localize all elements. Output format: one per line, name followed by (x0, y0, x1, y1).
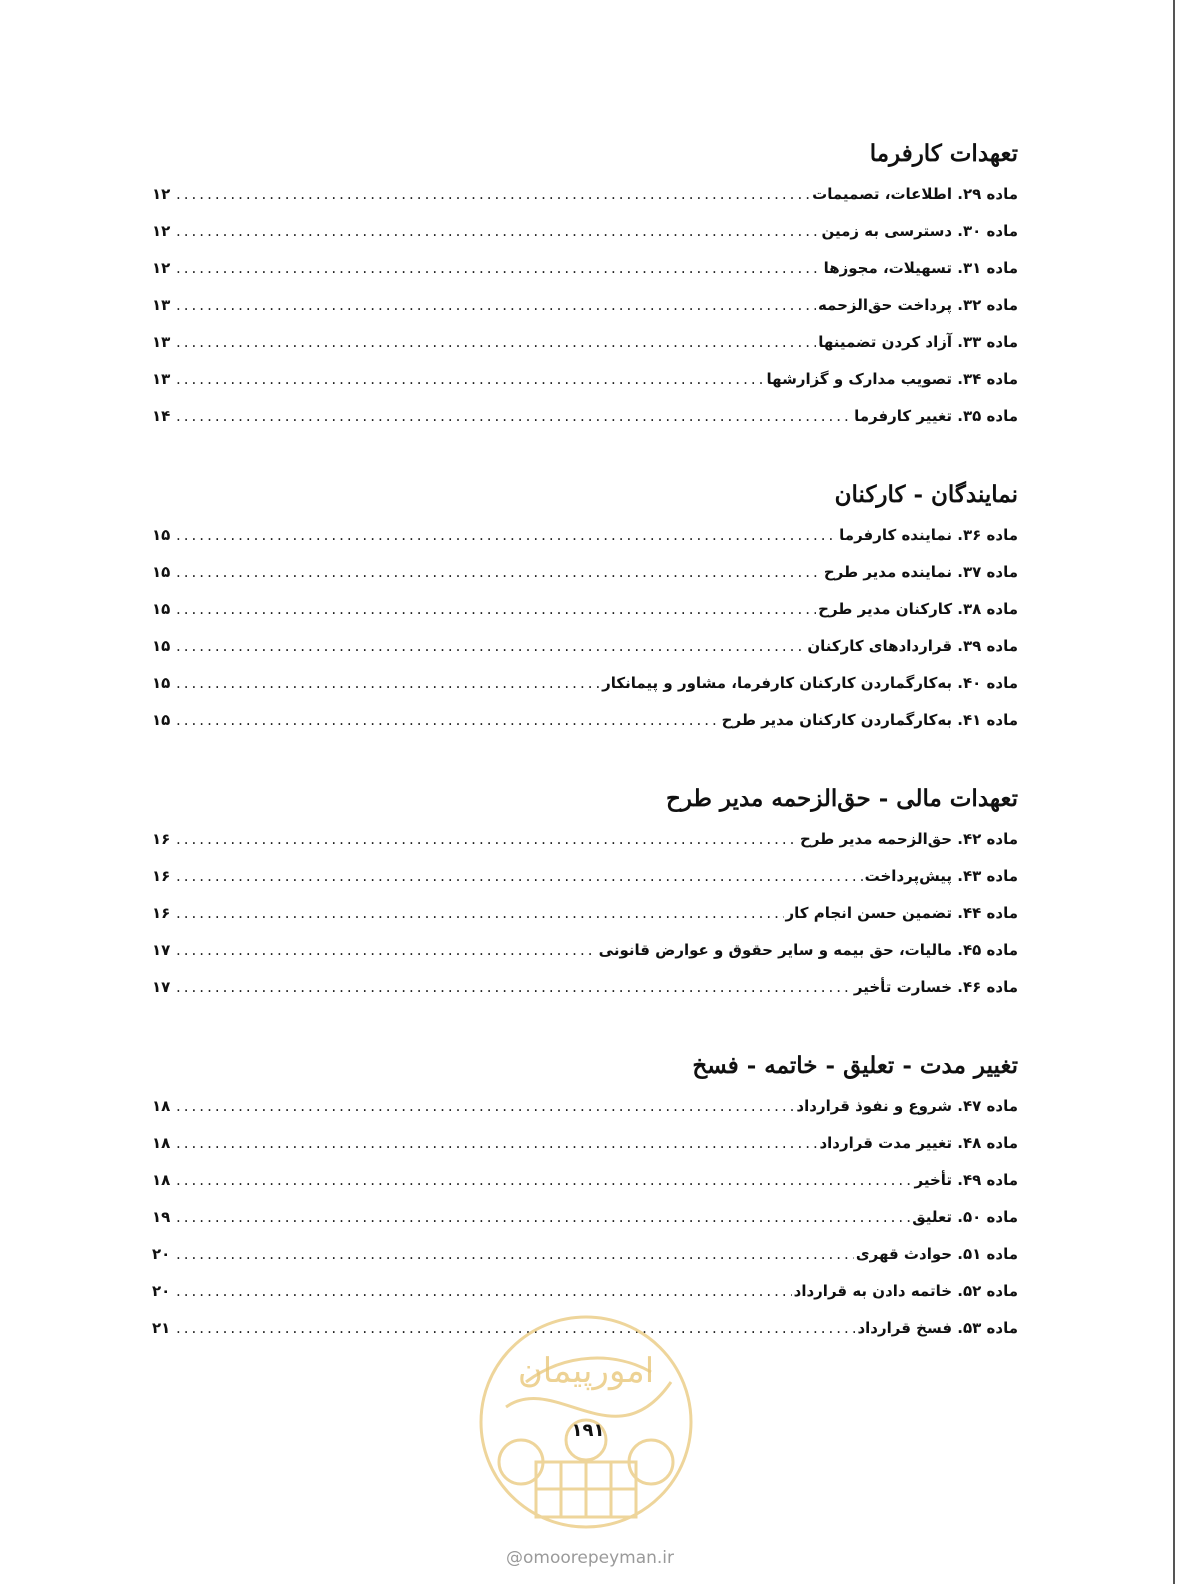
dot-leader (176, 1125, 817, 1162)
toc-entry[interactable] (152, 287, 1018, 324)
toc-entry-title: ماده ۴۱. به‌کارگماردن کارکنان مدیر طرح (721, 711, 1018, 729)
toc-entry-page: ۱۵ (152, 674, 171, 692)
toc-entry-title: ماده ۳۸. کارکنان مدیر طرح (818, 600, 1018, 618)
toc-entry-page: ۱۵ (152, 600, 171, 618)
dot-leader (176, 969, 852, 1006)
toc-entry-page: ۱۷ (152, 941, 171, 959)
toc-entry[interactable] (152, 1125, 1018, 1162)
toc-entry-page: ۱۲ (152, 222, 171, 240)
watermark-url: @omoorepeyman.ir (505, 1548, 675, 1568)
section-title: نمایندگان - کارکنان (834, 481, 1018, 508)
dot-leader (176, 1273, 792, 1310)
toc-entry[interactable] (152, 591, 1018, 628)
section-title: تغییر مدت - تعلیق - خاتمه - فسخ (692, 1052, 1018, 1079)
toc-entry[interactable] (152, 324, 1018, 361)
toc-section-duration-termination (152, 1044, 1018, 1347)
toc-entry[interactable] (152, 665, 1018, 702)
toc-entry-page: ۱۳ (152, 370, 171, 388)
dot-leader (176, 932, 597, 969)
dot-leader (176, 213, 820, 250)
watermark-logo-text: امورپیمان (517, 1351, 655, 1391)
toc-entry-page: ۲۰ (152, 1282, 171, 1300)
toc-entry-title: ماده ۳۰. دسترسی به زمین (821, 222, 1018, 240)
toc-entry[interactable] (152, 702, 1018, 739)
toc-entry-page: ۱۵ (152, 563, 171, 581)
toc-entry-title: ماده ۴۵. مالیات، حق بیمه و سایر حقوق و عوارض قانونی (598, 941, 1018, 959)
toc-entry-page: ۱۳ (152, 296, 171, 314)
toc-entry[interactable] (152, 176, 1018, 213)
toc-entry-title: ماده ۴۷. شروع و نفوذ قرارداد (796, 1097, 1018, 1115)
toc-section-employer-obligations (152, 132, 1018, 435)
dot-leader (176, 1236, 854, 1273)
toc-entry-title: ماده ۴۹. تأخیر (914, 1171, 1018, 1189)
toc-entry-title: ماده ۳۵. تغییر کارفرما (854, 407, 1018, 425)
dot-leader (176, 361, 765, 398)
dot-leader (176, 554, 822, 591)
toc-entry-page: ۱۸ (152, 1134, 171, 1152)
toc-entry[interactable] (152, 858, 1018, 895)
toc-entry-page: ۱۹ (152, 1208, 171, 1226)
toc-entry[interactable] (152, 821, 1018, 858)
toc-entry-page: ۱۵ (152, 711, 171, 729)
toc-entry[interactable] (152, 1088, 1018, 1125)
toc-entry-title: ماده ۴۰. به‌کارگماردن کارکنان کارفرما، مشاور و پیمانکار (602, 674, 1018, 692)
dot-leader (176, 1088, 794, 1125)
toc-entry-title: ماده ۴۸. تغییر مدت قرارداد (819, 1134, 1018, 1152)
dot-leader (176, 665, 600, 702)
toc-entry-title: ماده ۳۱. تسهیلات، مجوزها (823, 259, 1018, 277)
section-title: تعهدات مالی - حق‌الزحمه مدیر طرح (666, 785, 1018, 812)
toc-entry-page: ۱۵ (152, 526, 171, 544)
toc-entry[interactable] (152, 554, 1018, 591)
toc-entry[interactable] (152, 250, 1018, 287)
toc-entry-page: ۱۶ (152, 904, 171, 922)
toc-entry-title: ماده ۴۶. خسارت تأخیر (853, 978, 1018, 996)
toc-entry-title: ماده ۳۹. قراردادهای کارکنان (807, 637, 1018, 655)
page-number: ۱۹۱ (571, 1420, 605, 1441)
toc-entry[interactable] (152, 932, 1018, 969)
dot-leader (176, 821, 798, 858)
toc-entry-page: ۱۲ (152, 259, 171, 277)
toc-entry-title: ماده ۴۴. تضمین حسن انجام کار (785, 904, 1018, 922)
toc-entry-title: ماده ۵۰. تعلیق (912, 1208, 1018, 1226)
toc-entry[interactable] (152, 895, 1018, 932)
dot-leader (176, 398, 852, 435)
toc-entry[interactable] (152, 517, 1018, 554)
toc-entry-page: ۲۰ (152, 1245, 171, 1263)
dot-leader (176, 250, 822, 287)
dot-leader (176, 702, 720, 739)
toc-entry-title: ماده ۴۳. پیش‌پرداخت (864, 867, 1018, 885)
toc-entry-title: ماده ۴۲. حق‌الزحمه مدیر طرح (800, 830, 1018, 848)
dot-leader (176, 591, 816, 628)
dot-leader (176, 895, 784, 932)
toc-entry-title: ماده ۳۳. آزاد کردن تضمینها (818, 333, 1018, 351)
dot-leader (176, 287, 816, 324)
toc-entry-title: ماده ۵۲. خاتمه دادن به قرارداد (793, 1282, 1018, 1300)
toc-entry[interactable] (152, 1273, 1018, 1310)
toc-entry-title: ماده ۲۹. اطلاعات، تصمیمات (812, 185, 1018, 203)
toc-entry[interactable] (152, 1236, 1018, 1273)
toc-entry-page: ۱۶ (152, 867, 171, 885)
toc-entry-title: ماده ۳۷. نماینده مدیر طرح (823, 563, 1018, 581)
table-of-contents (152, 132, 1018, 1385)
dot-leader (176, 628, 805, 665)
dot-leader (176, 324, 816, 361)
toc-entry-title: ماده ۵۱. حوادث قهری (855, 1245, 1018, 1263)
toc-entry-page: ۱۶ (152, 830, 171, 848)
dot-leader (176, 517, 837, 554)
toc-entry-title: ماده ۵۳. فسخ قرارداد (857, 1319, 1018, 1337)
toc-entry[interactable] (152, 1199, 1018, 1236)
toc-entry-page: ۱۴ (152, 407, 171, 425)
page-edge-line (1173, 0, 1175, 1584)
dot-leader (176, 1162, 913, 1199)
toc-entry[interactable] (152, 969, 1018, 1006)
toc-entry[interactable] (152, 628, 1018, 665)
toc-entry-title: ماده ۳۶. نماینده کارفرما (839, 526, 1018, 544)
toc-entry-page: ۱۲ (152, 185, 171, 203)
dot-leader (176, 858, 863, 895)
toc-entry-page: ۱۳ (152, 333, 171, 351)
toc-entry-title: ماده ۳۲. پرداخت حق‌الزحمه (817, 296, 1018, 314)
toc-entry-page: ۱۸ (152, 1171, 171, 1189)
toc-entry[interactable] (152, 1162, 1018, 1199)
toc-entry[interactable] (152, 361, 1018, 398)
toc-entry-page: ۲۱ (152, 1319, 171, 1337)
dot-leader (176, 176, 810, 213)
toc-section-financial-obligations (152, 777, 1018, 1006)
toc-entry[interactable] (152, 398, 1018, 435)
dot-leader (176, 1199, 910, 1236)
section-title: تعهدات کارفرما (869, 140, 1018, 167)
toc-entry-page: ۱۵ (152, 637, 171, 655)
toc-entry-page: ۱۷ (152, 978, 171, 996)
toc-entry-page: ۱۸ (152, 1097, 171, 1115)
toc-entry[interactable] (152, 213, 1018, 250)
toc-section-representatives-staff (152, 473, 1018, 739)
toc-entry-title: ماده ۳۴. تصویب مدارک و گزارشها (766, 370, 1018, 388)
